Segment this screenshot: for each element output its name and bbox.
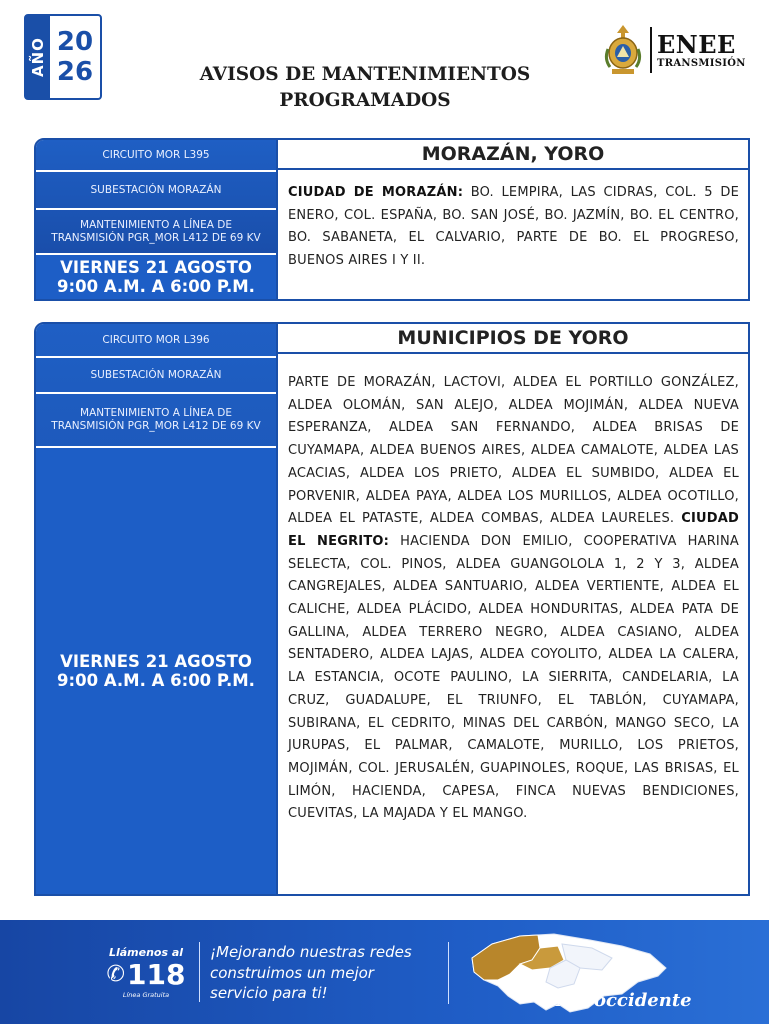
footer-divider: [448, 942, 449, 1004]
footer-banner: [0, 920, 769, 1024]
year-top: 20: [56, 27, 94, 57]
region-small: Región: [580, 974, 630, 990]
region-label: [556, 974, 692, 1011]
card-info-panel: [36, 140, 276, 299]
maintenance-card-2: [34, 322, 750, 896]
hotline: [104, 946, 188, 1016]
affected-areas-text: [278, 170, 748, 273]
schedule-date: VIERNES 21 AGOSTO: [60, 258, 252, 277]
title-line-1: AVISOS DE MANTENIMIENTOS: [199, 64, 531, 85]
card-content: [276, 140, 748, 299]
city-label: CIUDAD EL NEGRITO:: [288, 511, 739, 549]
hotline-label: Llámenos al: [108, 946, 184, 959]
slogan-line-3: servicio para ti!: [210, 984, 328, 1002]
substation-label: SUBESTACIÓN MORAZÁN: [36, 358, 276, 394]
schedule-time: 9:00 A.M. A 6:00 P.M.: [57, 277, 255, 296]
areas-list: BO. LEMPIRA, LAS CIDRAS, COL. 5 DE ENERO, COL. ESPAÑA, BO. SAN JOSÉ, BO. JAZMÍN, BO. EL CENTRO, BO. SABANETA, EL CALVARIO, PARTE DE BO. EL PROGRESO, BUENOS AIRES I Y II.: [288, 185, 740, 269]
enee-logo: [602, 22, 754, 78]
areas-list-part-2: HACIENDA DON EMILIO, COOPERATIVA HARINA SELECTA, COL. PINOS, ALDEA GUANGOLOLA 1, 2 Y 3, ALDEA CANGREJALES, ALDEA SANTUARIO, ALDEA VERTIENTE, ALDEA EL CALICHE, ALDEA PLÁCIDO, ALDEA HONDURITAS, ALDEA PATA DE GALLINA, ALDEA TERRERO NEGRO, ALDEA CASIANO, ALDEA SENTADERO, ALDEA LAJAS, ALDEA COYOLITO, ALDEA LA CALERA, LA ESTANCIA, OCOTE PAULINO, LA SIERRITA, CANDELARIA, LA CRUZ, GUADALUPE, EL TRIUNFO, EL TABLÓN, CUYAMAPA, SUBIRANA, EL CEDRITO, MINAS DEL CARBÓN, MANGO SECO, LA JURUPAS, EL PALMAR, CAMALOTE, MURILLO, LOS PRIETOS, MOJIMÁN, COL. JERUSALÉN, GUAPINOLES, ROQUE, LAS BRISAS, EL LIMÓN, HACIENDA, CAPESA, FINCA NUEVAS BENDICIONES, CUEVITAS, LA MAJADA Y EL MANGO.: [288, 533, 739, 822]
phone-icon: ✆: [106, 962, 125, 987]
maintenance-card-1: [34, 138, 750, 301]
card-info-panel: [36, 324, 276, 894]
substation-label: SUBESTACIÓN MORAZÁN: [36, 172, 276, 210]
slogan-line-2: construimos un mejor: [210, 963, 374, 982]
card-content: [276, 324, 748, 894]
footer-divider: [199, 942, 200, 1002]
city-label: CIUDAD DE MORAZÁN:: [288, 185, 464, 200]
circuit-label: CIRCUITO MOR L396: [36, 324, 276, 358]
areas-list-part-1: PARTE DE MORAZÁN, LACTOVI, ALDEA EL PORTILLO GONZÁLEZ, ALDEA OLOMÁN, SAN ALEJO, ALDEA MOJIMÁN, ALDEA NUEVA ESPERANZA, ALDEA SAN FERNANDO, ALDEA BRISAS DE CUYAMAPA, ALDEA BUENOS AIRES, ALDEA CAMALOTE, ALDEA LAS ACACIAS, ALDEA LOS PRIETO, ALDEA EL SUMBIDO, ALDEA EL PORVENIR, ALDEA PAYA, ALDEA LOS MURILLOS, ALDEA OCOTILLO, ALDEA EL PATASTE, ALDEA COMBAS, ALDEA LAURELES.: [288, 375, 739, 527]
year-digits: [50, 16, 100, 98]
schedule-block: [36, 448, 276, 894]
maintenance-label: MANTENIMIENTO A LÍNEA DE TRANSMISIÓN PGR_MOR L412 DE 69 KV: [36, 210, 276, 255]
slogan: [210, 942, 450, 1004]
affected-areas-text: [278, 354, 748, 826]
logo-text: [657, 29, 746, 69]
card-heading: MORAZÁN, YORO: [278, 140, 748, 170]
year-word: AÑO: [26, 16, 50, 98]
region-name: Noroccidente: [556, 990, 692, 1011]
schedule-date: VIERNES 21 AGOSTO: [60, 652, 252, 671]
schedule-time: 9:00 A.M. A 6:00 P.M.: [57, 671, 255, 690]
circuit-label: CIRCUITO MOR L395: [36, 140, 276, 172]
page-title: [140, 62, 590, 114]
year-badge: [24, 14, 102, 100]
logo-name: ENEE: [657, 29, 736, 59]
hotline-number: 118: [126, 958, 186, 991]
logo-subtitle: TRANSMISIÓN: [657, 57, 746, 69]
hotline-sub: Línea Gratuita: [122, 991, 170, 999]
hotline-number-row: [104, 959, 188, 991]
coat-of-arms-icon: [602, 23, 644, 77]
card-heading: MUNICIPIOS DE YORO: [278, 324, 748, 354]
year-bottom: 26: [56, 57, 94, 87]
logo-divider: [650, 27, 652, 73]
slogan-line-1: ¡Mejorando nuestras redes: [210, 943, 412, 961]
title-line-2: PROGRAMADOS: [279, 90, 451, 111]
maintenance-label: MANTENIMIENTO A LÍNEA DE TRANSMISIÓN PGR_MOR L412 DE 69 KV: [36, 394, 276, 448]
schedule-block: [36, 255, 276, 299]
